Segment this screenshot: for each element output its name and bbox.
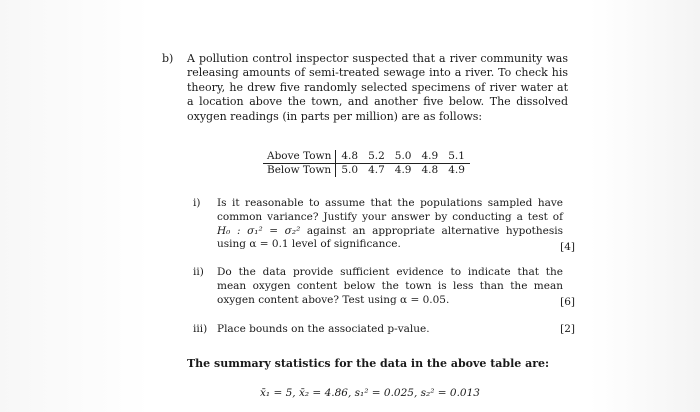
table-cell: 5.2 — [363, 150, 390, 164]
subquestion-ii — [193, 266, 575, 308]
marks: [6] — [560, 296, 575, 308]
subquestion-iii — [193, 323, 575, 337]
table-cell: 4.8 — [336, 150, 363, 164]
table-cell: 4.9 — [416, 150, 443, 164]
table-cell: 5.1 — [443, 150, 470, 164]
marks: [4] — [560, 241, 575, 253]
table-row-below-town — [263, 164, 470, 178]
subquestion-i — [193, 197, 575, 253]
table-cell: 4.9 — [448, 164, 465, 176]
oxygen-readings-table — [263, 150, 470, 177]
marks: [2] — [560, 323, 575, 335]
subquestion-text: Do the data provide sufficient evidence to indicate that the mean oxygen content below the town is less than the mean oxygen content above? Test using α = 0.05. — [217, 266, 563, 306]
subquestion-number: ii) — [193, 266, 204, 278]
summary-title: The summary statistics for the data in the above table are: — [187, 357, 550, 370]
table-cell: 4.7 — [368, 164, 385, 176]
table-cell: 4.8 — [421, 164, 439, 176]
subquestion-text-cont: against an appropriate alternative hypothesis using α = 0.1 level of significance. — [217, 224, 563, 251]
table-row-above-town — [263, 150, 470, 164]
subquestion-number: iii) — [193, 323, 208, 335]
hypothesis: H₀ : σ₁² = σ₂² — [217, 224, 301, 237]
table-cell: 4.9 — [394, 164, 412, 176]
table-cell: 5.0 — [341, 164, 359, 176]
subquestion-text: Place bounds on the associated p-value. — [217, 323, 430, 335]
table-cell: 5.0 — [390, 150, 417, 164]
subquestion-text: Is it reasonable to assume that the populations sampled have common variance? Justify your answer by conducting a test of — [217, 197, 563, 223]
subquestion-number: i) — [193, 197, 201, 209]
row-label: Above Town — [263, 150, 336, 164]
question-label: b) — [162, 52, 174, 65]
question-text: A pollution control inspector suspected that a river community was releasing amounts of semi-treated sewage into a river. To check his theory, he drew five randomly selected specimens of river water at a location above the town, and another five below. The dissolved oxygen readings (in parts per million) are as follows: — [187, 52, 568, 123]
summary-formula: x̄₁ = 5, x̄₂ = 4.86, s₁² = 0.025, s₂² = 0.013 — [260, 387, 480, 399]
row-label: Below Town — [263, 164, 336, 178]
question-b — [163, 52, 568, 124]
